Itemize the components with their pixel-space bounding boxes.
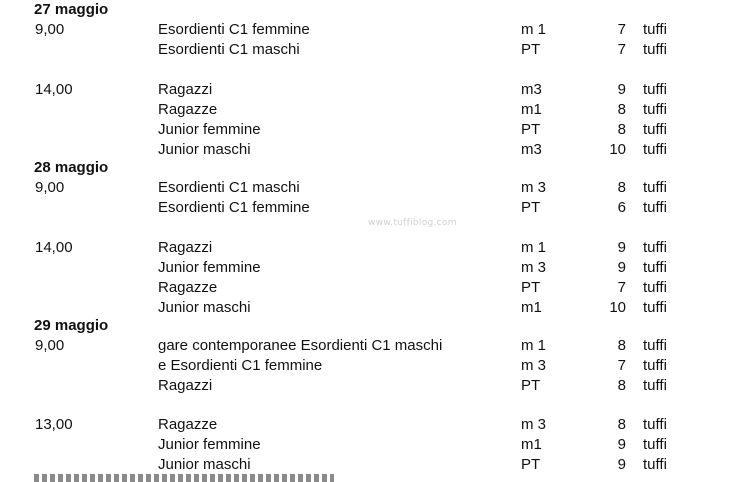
- event-name: Esordienti C1 femmine: [158, 21, 310, 38]
- platform: m3: [521, 81, 542, 98]
- day-date: 28 maggio: [34, 159, 109, 176]
- event-name: Junior maschi: [158, 141, 251, 158]
- dive-unit: tuffi: [643, 259, 667, 276]
- event-row: [0, 20, 736, 40]
- dive-count: 7: [617, 21, 626, 38]
- event-row: [0, 415, 736, 435]
- platform: m 1: [521, 337, 547, 354]
- day-header: [0, 316, 736, 336]
- dive-count: 7: [617, 279, 626, 296]
- platform: m1: [521, 436, 542, 453]
- cropped-footer-text: [34, 474, 334, 482]
- event-name: Ragazze: [158, 101, 218, 118]
- platform: m3: [521, 141, 542, 158]
- event-name: Ragazzi: [158, 239, 213, 256]
- event-row: [0, 376, 736, 396]
- event-name: Ragazze: [158, 279, 218, 296]
- dive-count: 9: [617, 239, 626, 256]
- dive-unit: tuffi: [643, 337, 667, 354]
- dive-unit: tuffi: [643, 279, 667, 296]
- event-name: Junior maschi: [158, 456, 251, 473]
- session-time: 9,00: [35, 179, 65, 196]
- platform: m 3: [521, 179, 547, 196]
- platform: m 1: [521, 21, 547, 38]
- event-row: [0, 455, 736, 475]
- event-name: Ragazze: [158, 416, 218, 433]
- dive-count: 8: [617, 121, 626, 138]
- platform: PT: [521, 456, 541, 473]
- event-row: [0, 278, 736, 298]
- platform: PT: [521, 121, 541, 138]
- event-name: Esordienti C1 maschi: [158, 41, 300, 58]
- dive-unit: tuffi: [643, 436, 667, 453]
- event-row: [0, 336, 736, 356]
- day-header: [0, 0, 736, 20]
- event-row: [0, 298, 736, 318]
- event-row: [0, 40, 736, 60]
- event-row: [0, 140, 736, 160]
- dive-count: 7: [617, 357, 626, 374]
- dive-count: 8: [617, 377, 626, 394]
- session-time: 13,00: [35, 416, 73, 433]
- event-row: [0, 258, 736, 278]
- event-row: [0, 120, 736, 140]
- event-row: [0, 435, 736, 455]
- event-row: [0, 198, 736, 218]
- event-row: [0, 178, 736, 198]
- dive-count: 8: [617, 179, 626, 196]
- dive-count: 10: [609, 141, 626, 158]
- dive-count: 9: [617, 436, 626, 453]
- platform: m 3: [521, 259, 547, 276]
- dive-unit: tuffi: [643, 41, 667, 58]
- platform: PT: [521, 41, 541, 58]
- platform: m 3: [521, 357, 547, 374]
- event-row: [0, 356, 736, 376]
- event-name: gare contemporanee Esordienti C1 maschi: [158, 337, 443, 354]
- event-row: [0, 100, 736, 120]
- event-name: Junior maschi: [158, 299, 251, 316]
- dive-count: 9: [617, 259, 626, 276]
- event-name: e Esordienti C1 femmine: [158, 357, 323, 374]
- session-time: 9,00: [35, 337, 65, 354]
- dive-unit: tuffi: [643, 239, 667, 256]
- event-name: Junior femmine: [158, 259, 261, 276]
- event-name: Ragazzi: [158, 81, 213, 98]
- dive-unit: tuffi: [643, 416, 667, 433]
- platform: m 3: [521, 416, 547, 433]
- dive-unit: tuffi: [643, 21, 667, 38]
- event-name: Ragazzi: [158, 377, 213, 394]
- dive-count: 8: [617, 416, 626, 433]
- platform: m 1: [521, 239, 547, 256]
- dive-unit: tuffi: [643, 81, 667, 98]
- dive-unit: tuffi: [643, 101, 667, 118]
- event-name: Esordienti C1 femmine: [158, 199, 310, 216]
- platform: PT: [521, 199, 541, 216]
- platform: m1: [521, 299, 542, 316]
- dive-unit: tuffi: [643, 357, 667, 374]
- session-time: 9,00: [35, 21, 65, 38]
- event-name: Junior femmine: [158, 121, 261, 138]
- platform: PT: [521, 377, 541, 394]
- event-row: [0, 238, 736, 258]
- event-name: Esordienti C1 maschi: [158, 179, 300, 196]
- day-date: 27 maggio: [34, 1, 109, 18]
- session-time: 14,00: [35, 239, 73, 256]
- event-name: Junior femmine: [158, 436, 261, 453]
- day-header: [0, 158, 736, 178]
- dive-unit: tuffi: [643, 179, 667, 196]
- dive-unit: tuffi: [643, 377, 667, 394]
- watermark: www.tuffiblog.com: [368, 218, 457, 228]
- dive-count: 6: [617, 199, 626, 216]
- platform: PT: [521, 279, 541, 296]
- dive-unit: tuffi: [643, 121, 667, 138]
- session-time: 14,00: [35, 81, 73, 98]
- day-date: 29 maggio: [34, 317, 109, 334]
- dive-unit: tuffi: [643, 141, 667, 158]
- dive-count: 7: [617, 41, 626, 58]
- dive-unit: tuffi: [643, 456, 667, 473]
- dive-unit: tuffi: [643, 199, 667, 216]
- dive-count: 9: [617, 81, 626, 98]
- platform: m1: [521, 101, 542, 118]
- dive-count: 10: [609, 299, 626, 316]
- event-row: [0, 80, 736, 100]
- dive-count: 8: [617, 337, 626, 354]
- dive-unit: tuffi: [643, 299, 667, 316]
- dive-count: 9: [617, 456, 626, 473]
- dive-count: 8: [617, 101, 626, 118]
